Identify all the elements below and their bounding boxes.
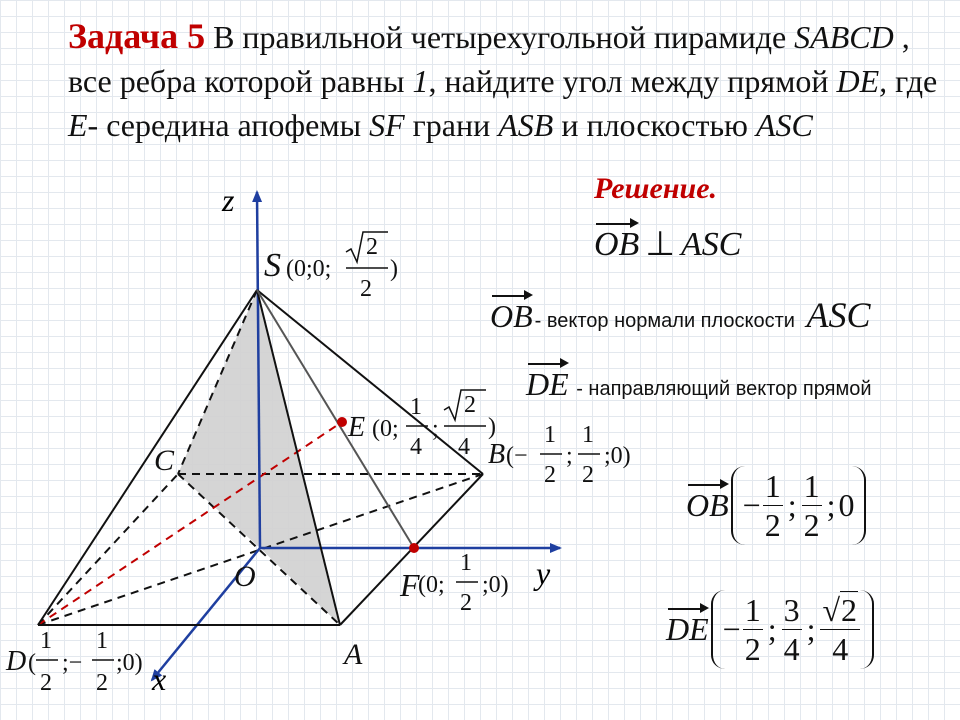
- coord-b-close: ;0): [604, 443, 631, 469]
- label-f: F: [400, 567, 420, 603]
- numerator: [820, 594, 860, 630]
- axis-x-label: x: [152, 661, 167, 697]
- point-e: [337, 417, 347, 427]
- de-y: [782, 594, 802, 665]
- vector-ob: OB: [594, 226, 640, 263]
- face-asb: ASB: [498, 107, 554, 143]
- numerator: 1: [744, 592, 761, 628]
- separator: ;: [767, 611, 777, 647]
- coord-f-close: ;0): [482, 572, 509, 598]
- vector-ob: OB: [490, 298, 533, 334]
- coord-b-semi: ;: [566, 443, 573, 469]
- plane-asc-label: ASC: [806, 295, 871, 335]
- coord-b-n2: 1: [582, 422, 594, 448]
- problem-text: - середина апофемы: [87, 107, 370, 143]
- denominator: 2: [744, 631, 761, 667]
- denominator: 2: [764, 507, 781, 543]
- numerator: 1: [764, 468, 781, 504]
- problem-text: , найдите угол между прямой: [428, 63, 837, 99]
- coord-d-n2: 1: [96, 628, 108, 654]
- normal-vector-note: [490, 294, 871, 336]
- denominator: 4: [783, 631, 800, 667]
- coord-b-d1: 2: [544, 462, 556, 488]
- label-e: E: [348, 412, 366, 443]
- ob-y: [802, 470, 822, 541]
- numerator: 3: [783, 592, 800, 628]
- problem-text: В правильной четырехугольной пирамиде: [205, 19, 795, 55]
- ob-x: [763, 470, 783, 541]
- separator: ;: [826, 487, 836, 523]
- point-f: [409, 543, 419, 553]
- coordinate-braces: [711, 590, 874, 669]
- plane-asc-label: ASC: [680, 226, 742, 263]
- direction-text: - направляющий вектор прямой: [570, 378, 872, 400]
- label-b: B: [488, 439, 506, 470]
- axis-z-label: z: [222, 182, 235, 218]
- sqrt-sign: √2: [822, 592, 858, 628]
- separator: ;: [787, 487, 797, 523]
- coord-d-n1: 1: [40, 628, 52, 654]
- coord-s-close: ): [390, 256, 398, 282]
- coord-d-d1: 2: [40, 670, 52, 696]
- coord-d-close: ;0): [116, 650, 143, 676]
- coord-b-n1: 1: [544, 422, 556, 448]
- de-x: [743, 594, 763, 665]
- edge-length: 1: [412, 63, 429, 99]
- edge-dc: [38, 474, 178, 625]
- coord-e-d1: 4: [410, 434, 422, 460]
- numerator: 1: [803, 468, 820, 504]
- label-o: O: [234, 560, 256, 593]
- problem-text: грани: [404, 107, 499, 143]
- de-z: [820, 594, 860, 665]
- coord-s-num: 2: [366, 234, 378, 260]
- coord-s-den: 2: [360, 276, 372, 302]
- pyramid-name: SABCD: [794, 19, 894, 55]
- coord-e-close: ): [488, 414, 496, 440]
- problem-text: , все ребра которой равны: [68, 19, 910, 99]
- axis-y-label: y: [536, 555, 551, 591]
- label-a: A: [344, 638, 363, 671]
- denominator: 4: [832, 631, 849, 667]
- plane-asc: ASC: [755, 107, 813, 143]
- direction-vector-note: [526, 366, 872, 403]
- coordinate-braces: [731, 466, 867, 545]
- normal-text: - вектор нормали плоскости: [534, 310, 801, 332]
- point-e-ref: E: [68, 107, 88, 143]
- coord-s-open: (0;0;: [286, 256, 332, 282]
- label-s: S: [264, 247, 281, 284]
- apothem-sf: SF: [369, 107, 405, 143]
- separator: ;: [806, 611, 816, 647]
- coord-f-n: 1: [460, 550, 472, 576]
- coord-e-semi: ;: [432, 416, 439, 442]
- line-de: DE,: [836, 63, 888, 99]
- coord-b-d2: 2: [582, 462, 594, 488]
- coord-f-d: 2: [460, 590, 472, 616]
- coord-d-d2: 2: [96, 670, 108, 696]
- label-d: D: [6, 646, 27, 677]
- problem-text: и плоскостью: [553, 107, 756, 143]
- coord-b-open: (−: [506, 443, 528, 469]
- coord-e-n2: 2: [464, 392, 476, 418]
- solution-title: Решение.: [594, 172, 718, 205]
- coord-f-open: (0;: [418, 572, 445, 598]
- coord-d-semi: ;−: [62, 650, 83, 676]
- denominator: 2: [803, 507, 820, 543]
- problem-text: где: [887, 63, 938, 99]
- sign: −: [742, 487, 761, 523]
- vector-de: DE: [666, 611, 709, 647]
- vector-ob: OB: [686, 487, 729, 523]
- sign: −: [722, 611, 741, 647]
- vector-de: DE: [526, 366, 569, 402]
- de-coordinates: [666, 590, 874, 669]
- coord-e-open: (0;: [372, 416, 399, 442]
- coord-e-d2: 4: [458, 434, 470, 460]
- perpendicular-statement: [594, 224, 741, 264]
- problem-heading: Задача 5: [68, 16, 206, 56]
- perp-symbol: ⊥: [645, 226, 675, 263]
- radicand: 2: [841, 592, 858, 628]
- ob-z: 0: [838, 487, 855, 523]
- coord-e-n1: 1: [410, 394, 422, 420]
- coord-d-open: (: [28, 650, 36, 676]
- ob-coordinates: [686, 466, 866, 545]
- label-c: C: [154, 444, 175, 477]
